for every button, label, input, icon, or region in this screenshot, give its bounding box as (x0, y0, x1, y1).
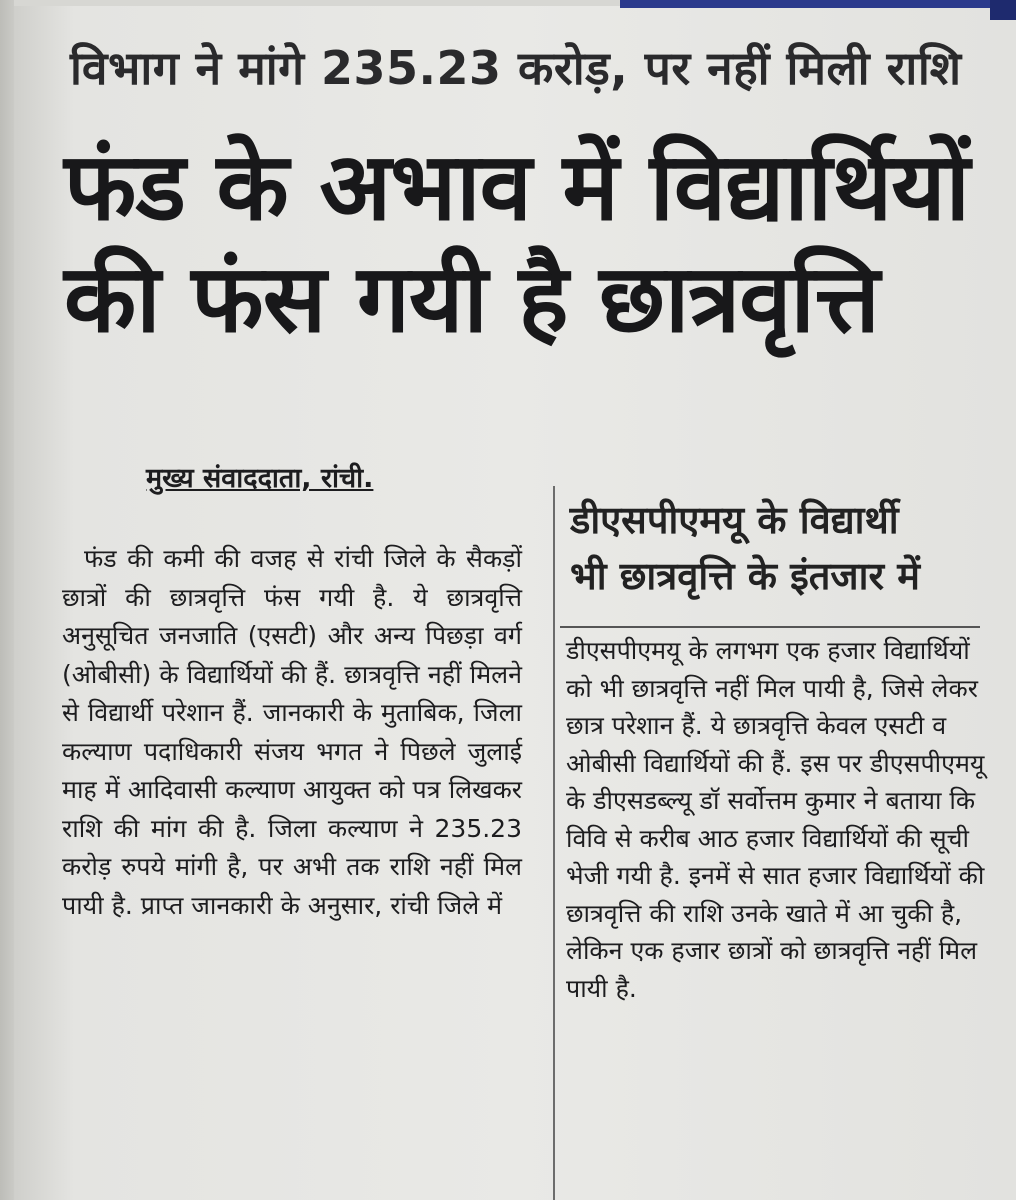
byline: मुख्य संवाददाता, रांची. (146, 463, 374, 494)
headline-line-2: की फंस गयी है छात्रवृत्ति (64, 245, 879, 354)
article-body-text: फंड की कमी की वजह से रांची जिले के सैकड़ों छात्रों की छात्रवृत्ति फंस गयी है. ये छात्रवृत्ति अनुसूचित जनजाति (एसटी) और अन्य पिछड़ा वर्ग (ओबीसी) के विद्यार्थियों की हैं. छात्रवृत्ति नहीं मिलने से विद्यार्थी परेशान हैं. जानकारी के मुताबिक, जिला कल्याण पदाधिकारी संजय भगत ने पिछले जुलाई माह में आदिवासी कल्याण आयुक्त को पत्र लिखकर राशि की मांग की है. जिला कल्याण ने 235.23 करोड़ रुपये मांगी है, पर अभी तक राशि नहीं मिल पायी है. प्राप्त जानकारी के अनुसार, रांची जिले में (62, 544, 522, 920)
sidebar-headline-line-2: भी छात्रवृत्ति के इंतजार में (570, 554, 920, 598)
article-body-column (62, 540, 522, 925)
page-edge (0, 0, 14, 1200)
sidebar-body-text: डीएसपीएमयू के लगभग एक हजार विद्यार्थियों को भी छात्रवृत्ति नहीं मिल पायी है, जिसे लेकर छात्र परेशान हैं. ये छात्रवृत्ति केवल एसटी व ओबीसी विद्यार्थियों की हैं. इस पर डीएसपीएमयू के डीएसडब्ल्यू डॉ सर्वोत्तम कुमार ने बताया कि विवि से करीब आठ हजार विद्यार्थियों की सूची भेजी गयी है. इनमें से सात हजार विद्यार्थियों की छात्रवृत्ति की राशि उनके खाते में आ चुकी है, लेकिन एक हजार छात्रों को छात्रवृत्ति नहीं मिल पायी है. (566, 636, 985, 1003)
sidebar-rule (560, 626, 980, 628)
sidebar-headline (570, 492, 990, 604)
headline-line-1: फंड के अभाव में विद्यार्थियों (64, 133, 970, 242)
masthead-strip-corner (990, 0, 1016, 20)
main-headline (64, 132, 984, 356)
sidebar-headline-line-1: डीएसपीएमयू के विद्यार्थी (570, 498, 899, 542)
kicker-headline: विभाग ने मांगे 235.23 करोड़, पर नहीं मिली राशि (70, 41, 962, 95)
sidebar-body-column (566, 632, 986, 1007)
column-divider (553, 486, 555, 1200)
masthead-strip (620, 0, 1016, 8)
